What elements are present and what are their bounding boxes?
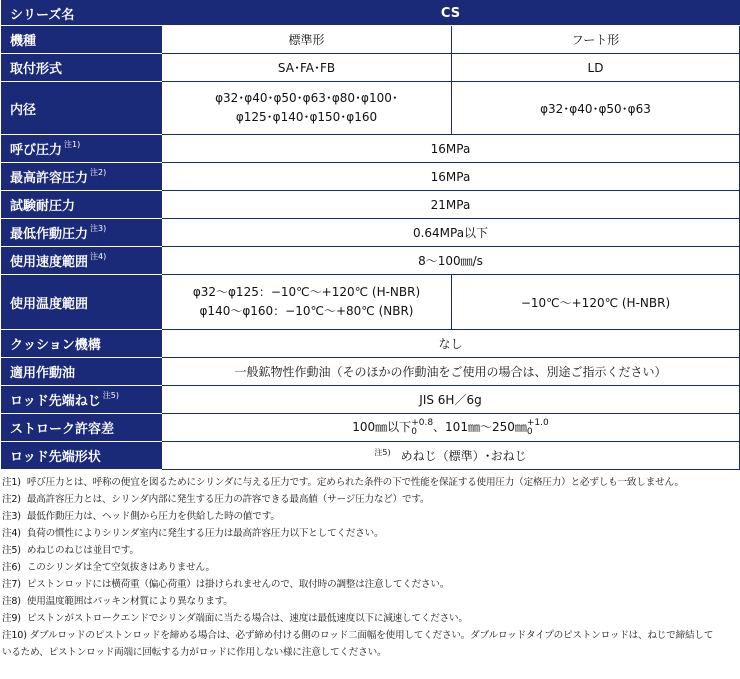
footnote-num: 注7) — [2, 579, 21, 590]
note-ref: 注2) — [90, 168, 107, 177]
cell-foot: −10℃～+120℃ (H-NBR) — [452, 275, 740, 330]
footnote — [2, 559, 740, 576]
table-row — [2, 82, 740, 135]
footnote-text: 使用温度範囲はパッキン材質により異なります。 — [26, 596, 233, 607]
tol-b: 、101㎜～250㎜ — [433, 420, 527, 435]
table-row — [2, 386, 740, 414]
cell-foot: φ32･φ40･φ50･φ63 — [452, 82, 740, 135]
footnote-num: 注9) — [2, 613, 21, 624]
tol-b-upper: +1.0 — [526, 417, 549, 428]
table-row — [2, 26, 740, 54]
table-row — [2, 358, 740, 386]
footnote-text: ダブルロッドのピストンロッドを締める場合は、必ず締め付ける側のロッド二面幅を使用してください。ダブルロッドタイプのピストンロッドは、ねじで締結して — [29, 630, 714, 641]
cell-standard: SA･FA･FB — [162, 54, 452, 82]
footnote — [2, 610, 740, 627]
row-label: 試験耐圧力 — [2, 191, 162, 219]
footnote-text: ピストンがストロークエンドでシリンダ端面に当たる場合は、速度は最低速度以下に減速してください。 — [26, 613, 468, 624]
tol-a-limits — [411, 419, 433, 437]
footnotes — [0, 474, 740, 661]
cell-value: 21MPa — [162, 191, 740, 219]
footnote-num: 注8) — [2, 596, 21, 607]
footnote — [2, 542, 740, 559]
row-label: 適用作動油 — [2, 358, 162, 386]
spec-table — [1, 0, 740, 470]
table-row — [2, 163, 740, 191]
note-ref: 注4) — [90, 252, 107, 261]
cell-value: 一般鉱物性作動油（そのほかの作動油をご使用の場合は、別途ご指示ください） — [162, 358, 740, 386]
row-label-text: 最低作動圧力 — [10, 227, 89, 242]
footnote-text: 最低作動圧力は、ヘッド側から圧力を供給した時の値です。 — [26, 511, 280, 522]
row-label — [2, 386, 162, 414]
table-row — [2, 191, 740, 219]
tol-b-limits — [527, 419, 549, 437]
footnote — [2, 593, 740, 610]
temp-line-1: φ32～φ125：−10℃～+120℃ (H-NBR) — [192, 285, 421, 299]
tol-a-upper: +0.8 — [411, 417, 434, 428]
footnote-text: ピストンロッドには横荷重（偏心荷重）は掛けられませんので、取付時の調整は注意してください。 — [26, 579, 450, 590]
row-label — [2, 247, 162, 275]
row-label: 内径 — [2, 82, 162, 135]
note-ref: 注3) — [90, 224, 107, 233]
table-row — [2, 442, 740, 470]
cell-value: なし — [162, 330, 740, 358]
cell-standard — [162, 275, 452, 330]
table-row — [2, 247, 740, 275]
note-ref: 注5) — [374, 448, 391, 457]
footnote-num: 注2) — [2, 494, 21, 505]
cell-value: 16MPa — [162, 135, 740, 163]
cell-value-text: めねじ（標準）･おねじ — [400, 449, 527, 463]
cell-value — [162, 414, 740, 442]
row-label: クッション機構 — [2, 330, 162, 358]
cell-foot: LD — [452, 54, 740, 82]
bore-line-1: φ32･φ40･φ50･φ63･φ80･φ100･ — [215, 91, 398, 105]
cell-value: 0.64MPa以下 — [162, 219, 740, 247]
note-ref: 注5) — [102, 391, 119, 400]
cell-value — [162, 442, 740, 470]
footnote-text: 最高許容圧力とは、シリンダ内部に発生する圧力の許容できる最高値（サージ圧力など）です。 — [26, 494, 430, 505]
footnote-num: 注5) — [2, 545, 21, 556]
footnote-num: 注6) — [2, 562, 21, 573]
footnote-num: 注1) — [2, 477, 21, 488]
row-label: ストローク許容差 — [2, 414, 162, 442]
series-row — [2, 1, 740, 26]
footnote — [2, 525, 740, 542]
row-label: ロッド先端形状 — [2, 442, 162, 470]
temp-line-2: φ140～φ160：−10℃～+80℃ (NBR) — [199, 304, 414, 318]
footnote — [2, 474, 740, 491]
footnote-text: めねじのねじは並目です。 — [26, 545, 139, 556]
footnote-text: 負荷の慣性によりシリンダ室内に発生する圧力は最高許容圧力以下としてください。 — [26, 528, 384, 539]
series-value: CS — [162, 1, 740, 26]
tol-b-lower: 0 — [526, 426, 533, 437]
row-label-text: ロッド先端ねじ — [10, 394, 101, 409]
cell-value: JIS 6H／6g — [162, 386, 740, 414]
table-row — [2, 54, 740, 82]
row-label-text: 使用速度範囲 — [10, 255, 89, 270]
row-label — [2, 26, 162, 54]
footnote-num: 注10) — [2, 630, 27, 641]
footnote — [2, 508, 740, 525]
cell-value: 16MPa — [162, 163, 740, 191]
table-row — [2, 219, 740, 247]
cell-foot: フート形 — [452, 26, 740, 54]
series-label: シリーズ名 — [2, 1, 162, 26]
footnote-continuation: いるため、ピストンロッド両端に回転する力がロッドに作用しない様に注意してください。 — [2, 647, 387, 658]
table-row — [2, 330, 740, 358]
footnote — [2, 627, 740, 644]
note-ref: 注1) — [64, 140, 81, 149]
footnote-num: 注4) — [2, 528, 21, 539]
row-label-text: 機種 — [10, 34, 37, 49]
table-row — [2, 275, 740, 330]
row-label-text: 最高許容圧力 — [10, 171, 89, 186]
footnote-text: 呼び圧力とは、呼称の便宜を図るためにシリンダに与える圧力です。定められた条件の下で性能を保証する使用圧力（定格圧力）と必ずしも一致しません。 — [26, 477, 684, 488]
cell-standard: 標準形 — [162, 26, 452, 54]
row-label — [2, 219, 162, 247]
row-label: 取付形式 — [2, 54, 162, 82]
cell-standard — [162, 82, 452, 135]
footnote — [2, 491, 740, 508]
row-label — [2, 135, 162, 163]
cell-value: 8～100㎜/s — [162, 247, 740, 275]
footnote-num: 注3) — [2, 511, 21, 522]
row-label: 使用温度範囲 — [2, 275, 162, 330]
table-row — [2, 135, 740, 163]
footnote-text: このシリンダは全て空気抜きはありません。 — [26, 562, 215, 573]
row-label — [2, 163, 162, 191]
tol-a-lower: 0 — [411, 426, 417, 437]
row-label-text: 呼び圧力 — [10, 143, 63, 158]
tol-a: 100㎜以下 — [352, 420, 412, 435]
table-row — [2, 414, 740, 442]
bore-line-2: φ125･φ140･φ150･φ160 — [235, 110, 378, 124]
footnote — [2, 576, 740, 593]
